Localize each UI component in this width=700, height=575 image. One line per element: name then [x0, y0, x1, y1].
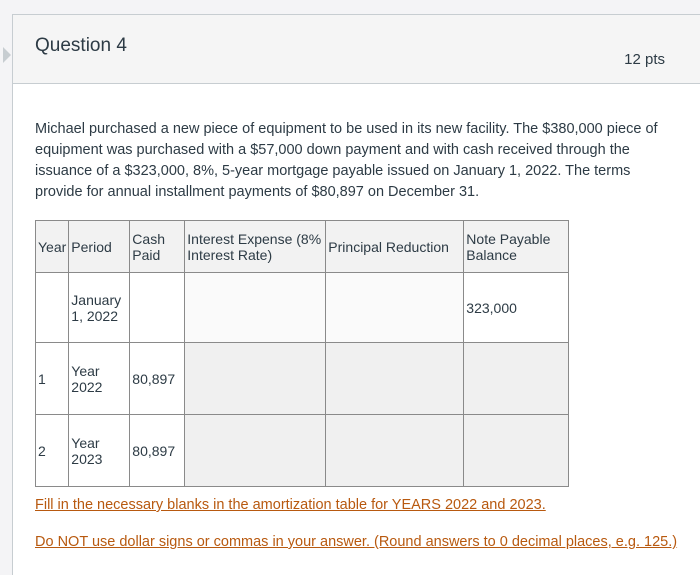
note-balance-2022-input[interactable] [464, 343, 569, 415]
cell-period: Year 2023 [69, 415, 130, 487]
header-principal-reduction: Principal Reduction [326, 221, 464, 273]
table-row [36, 415, 569, 487]
instruction-fill-blanks: Fill in the necessary blanks in the amortization table for YEARS 2022 and 2023. [35, 497, 546, 513]
header-interest-expense: Interest Expense (8% Interest Rate) [185, 221, 326, 273]
table-row [36, 343, 569, 415]
collapse-arrow-icon [3, 47, 11, 63]
header-period: Period [69, 221, 130, 273]
interest-expense-2023-input[interactable] [185, 415, 326, 487]
interest-expense-2022-input[interactable] [185, 343, 326, 415]
interest-expense-input [185, 273, 326, 343]
instruction-rounding: Do NOT use dollar signs or commas in your answer. (Round answers to 0 decimal places, e.g. 125.) [35, 534, 678, 550]
header-note-balance: Note Payable Balance [464, 221, 569, 273]
cell-cash-paid [130, 273, 185, 343]
note-balance-2023-input[interactable] [464, 415, 569, 487]
cell-note-balance: 323,000 [464, 273, 569, 343]
question-points: 12 pts [624, 51, 665, 68]
principal-reduction-input [326, 273, 464, 343]
table-header-row [36, 221, 569, 273]
header-cash-paid: Cash Paid [130, 221, 185, 273]
principal-reduction-2023-input[interactable] [326, 415, 464, 487]
cell-cash-paid: 80,897 [130, 415, 185, 487]
cell-period: January 1, 2022 [69, 273, 130, 343]
cell-cash-paid: 80,897 [130, 343, 185, 415]
cell-year: 2 [36, 415, 69, 487]
cell-year: 1 [36, 343, 69, 415]
amortization-table [35, 220, 569, 487]
header-year: Year [36, 221, 69, 273]
question-text: Michael purchased a new piece of equipment to be used in its new facility. The $380,000 piece of equipment was purchased with a $57,000 down payment and with cash received through the issuance of a $323,000, 8%, 5-year mortgage payable issued on January 1, 2022. The terms provide for annual installment payments of $80,897 on December 31. [35, 121, 658, 200]
question-card [12, 14, 700, 575]
table-row [36, 273, 569, 343]
cell-period: Year 2022 [69, 343, 130, 415]
question-header [13, 15, 700, 84]
question-title: Question 4 [35, 35, 127, 56]
cell-year [36, 273, 69, 343]
principal-reduction-2022-input[interactable] [326, 343, 464, 415]
